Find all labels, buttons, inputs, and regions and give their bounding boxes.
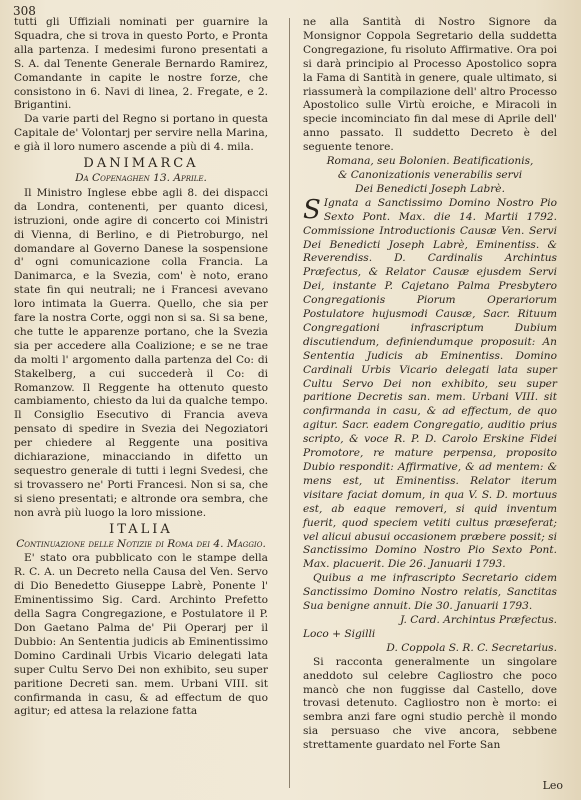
article-paragraph: Da varie parti del Regno si portano in questa Capitale de' Volontarj per servire nella Marina, e già il loro numero ascende a più di 4. mila.: [14, 113, 268, 154]
article-paragraph: Si racconta generalmente un singolare aneddoto sul celebre Cagliostro che poco mancò che non fuggisse dal Castello, dove trovasi detenuto. Cagliostro non è morto: ei sembra anzi fare ogni studio perchè il mondo sia persuaso che vive ancora, sebbene strettamente guardato nel Forte San: [303, 655, 557, 752]
page-number: 308: [13, 4, 36, 18]
signature-secretary: D. Coppola S. R. C. Secretarius.: [386, 641, 557, 654]
article-paragraph: ne alla Santità di Nostro Signore da Monsignor Coppola Segretario della suddetta Congregazione, fu risoluto Affirmative. Ora poi si darà principio al Processo Apostolico sopra la Fama di Santità in genere, quale ultimato, si riassumerà la compilazione dell' altro Processo Apostolico sulle Virtù eroiche, e Miracoli in specie incominciato fin dal mese di Aprile dell' anno passato. Il suddetto Decreto è del seguente tenore.: [303, 16, 557, 154]
left-column: [14, 16, 268, 719]
decree-text: [303, 194, 557, 572]
article-paragraph: tutti gli Uffiziali nominati per guarnire la Squadra, che si trova in questo Porto, e Pronta alla partenza. I medesimi furono presentati a S. A. dal Tenente Generale Bernardo Ramirez, Comandante in capite le nostre forze, che consistono in 6. Navi di linea, 2. Fregate, e 2. Brigantini.: [14, 16, 268, 112]
decree-title-line: Dei Benedicti Joseph Labrè.: [355, 182, 505, 195]
article-paragraph: Il Ministro Inglese ebbe agli 8. dei dispacci da Londra, contenenti, per quanto dicesi, istruzioni, onde agire di concerto coi Ministri di Vienna, di Berlino, e di Pietroburgo, nel domandare al Governo Danese la sospensione d' ogni comunicazione colla Francia. La Danimarca, e la Svezia, com' è noto, erano state fin qui neutrali; ne i Francesi avevano loro intimata la Guerra. Quello, che sia per fare la nostra Corte, oggi non si sa. Si sa bene, che tutte le apparenze portano, che la Svezia sia per accedere alla Coalizione; e se ne trae da molti l' argomento dalla partenza del Co: di Stakelberg, a cui succederà il Co: di Romanzow. Il Reggente ha ottenuto questo cambiamento, chiesto da lui da qualche tempo. Il Consiglio Esecutivo di Francia aveva pensato di spedire in Svezia dei Negoziatori per chiedere al Reggente una positiva dichiarazione, minacciando in difetto un sequestro generale di tutti i legni Svedesi, che si trovassero ne' Porti Francesi. Non si sa, che si sieno presentati; e altronde ora sembra, che non avrà più luogo la loro missione.: [14, 186, 268, 519]
right-column: [303, 16, 557, 753]
section-heading-italy: ITALIA: [109, 521, 173, 537]
decree-approval: Quibus a me infrascripto Secretario cidem Sanctissimo Domino Nostro relatis, Sanctitas Sua benigne annuit. Die 30. Januarii 1793.: [303, 572, 557, 613]
decree-title-line: Romana, seu Bolonien. Beatificationis,: [326, 155, 534, 168]
drop-cap: S: [303, 194, 321, 225]
article-paragraph: E' stato ora pubblicato con le stampe della R. C. A. un Decreto nella Causa del Ven. Servo di Dio Benedetto Giuseppe Labrè, Ponente l' Eminentissimo Sig. Card. Archinto Prefetto della Sagra Congregazione, e Postulatore il P. Don Gaetano Palma de' Pii Operarj per il Dubbio: An Sententia judicis ab Eminentissimo Domino Cardinali Urbis Vicario delegati lata super Cultu Servo Dei non exhibito, seu super paritione Decreti san. mem. Urbani VIII. sit confirmanda in casu, & ad effectum de quo agitur; ed attesa la relazione fatta: [14, 552, 268, 718]
decree-body: Ignata a Sanctissimo Domino Nostro Pio Sexto Pont. Max. die 14. Martii 1792. Commissione Introductionis Causæ Ven. Servi Dei Benedicti Joseph Labrè, Eminentiss. & Reverendiss. D. Cardinalis Archintus Præfectus, & Relator Causæ ejusdem Servi Dei, instante P. Cajetano Palma Presbytero Congregationis Piorum Operariorum Postulatore hujusmodi Causæ, Sacr. Rituum Congregationi infrascriptum Dubium discutiendum, definiendumque proposuit: An Sententia Judicis ab Eminentiss. Domino Cardinali Urbis Vicario delegati lata super Cultu Servo Dei non exhibito, seu super paritione Decretis san. mem. Urbani VIII. sit confirmanda in casu, & ad effectum, de quo agitur. Sacr. eadem Congregatio, auditio prius scripto, & voce R. P. D. Carolo Erskine Fidei Promotore, re mature perpensa, proposito Dubio respondit: Affirmative, & ad mentem: & mens est, ut Eminentiss. Relator iterum visitare faciat domum, in qua V. S. D. mortuus est, ab eaque removeri, si quid inventum fuerit, quod speciem vetiti cultus præseferat; vel alicui abusui occasionem præbere possit; si Sanctissimo Domino Nostro Pio Sexto Pont. Max. placuerit. Die 26. Januarii 1793.: [303, 196, 557, 571]
seal-mark: Loco + Sigilli: [303, 627, 376, 640]
dateline-rome: Continuazione delle Notizie di Roma dei 4. Maggio.: [16, 537, 266, 550]
column-divider: [289, 18, 290, 788]
section-heading-denmark: DANIMARCA: [83, 156, 199, 172]
decree-title-line: & Canonizationis venerabilis servi: [337, 168, 523, 181]
catchword: Leo: [542, 779, 563, 792]
signature-prefect: J. Card. Archintus Præfectus.: [400, 613, 557, 626]
dateline-copenhagen: Da Copenaghen 13. Aprile.: [75, 171, 207, 184]
